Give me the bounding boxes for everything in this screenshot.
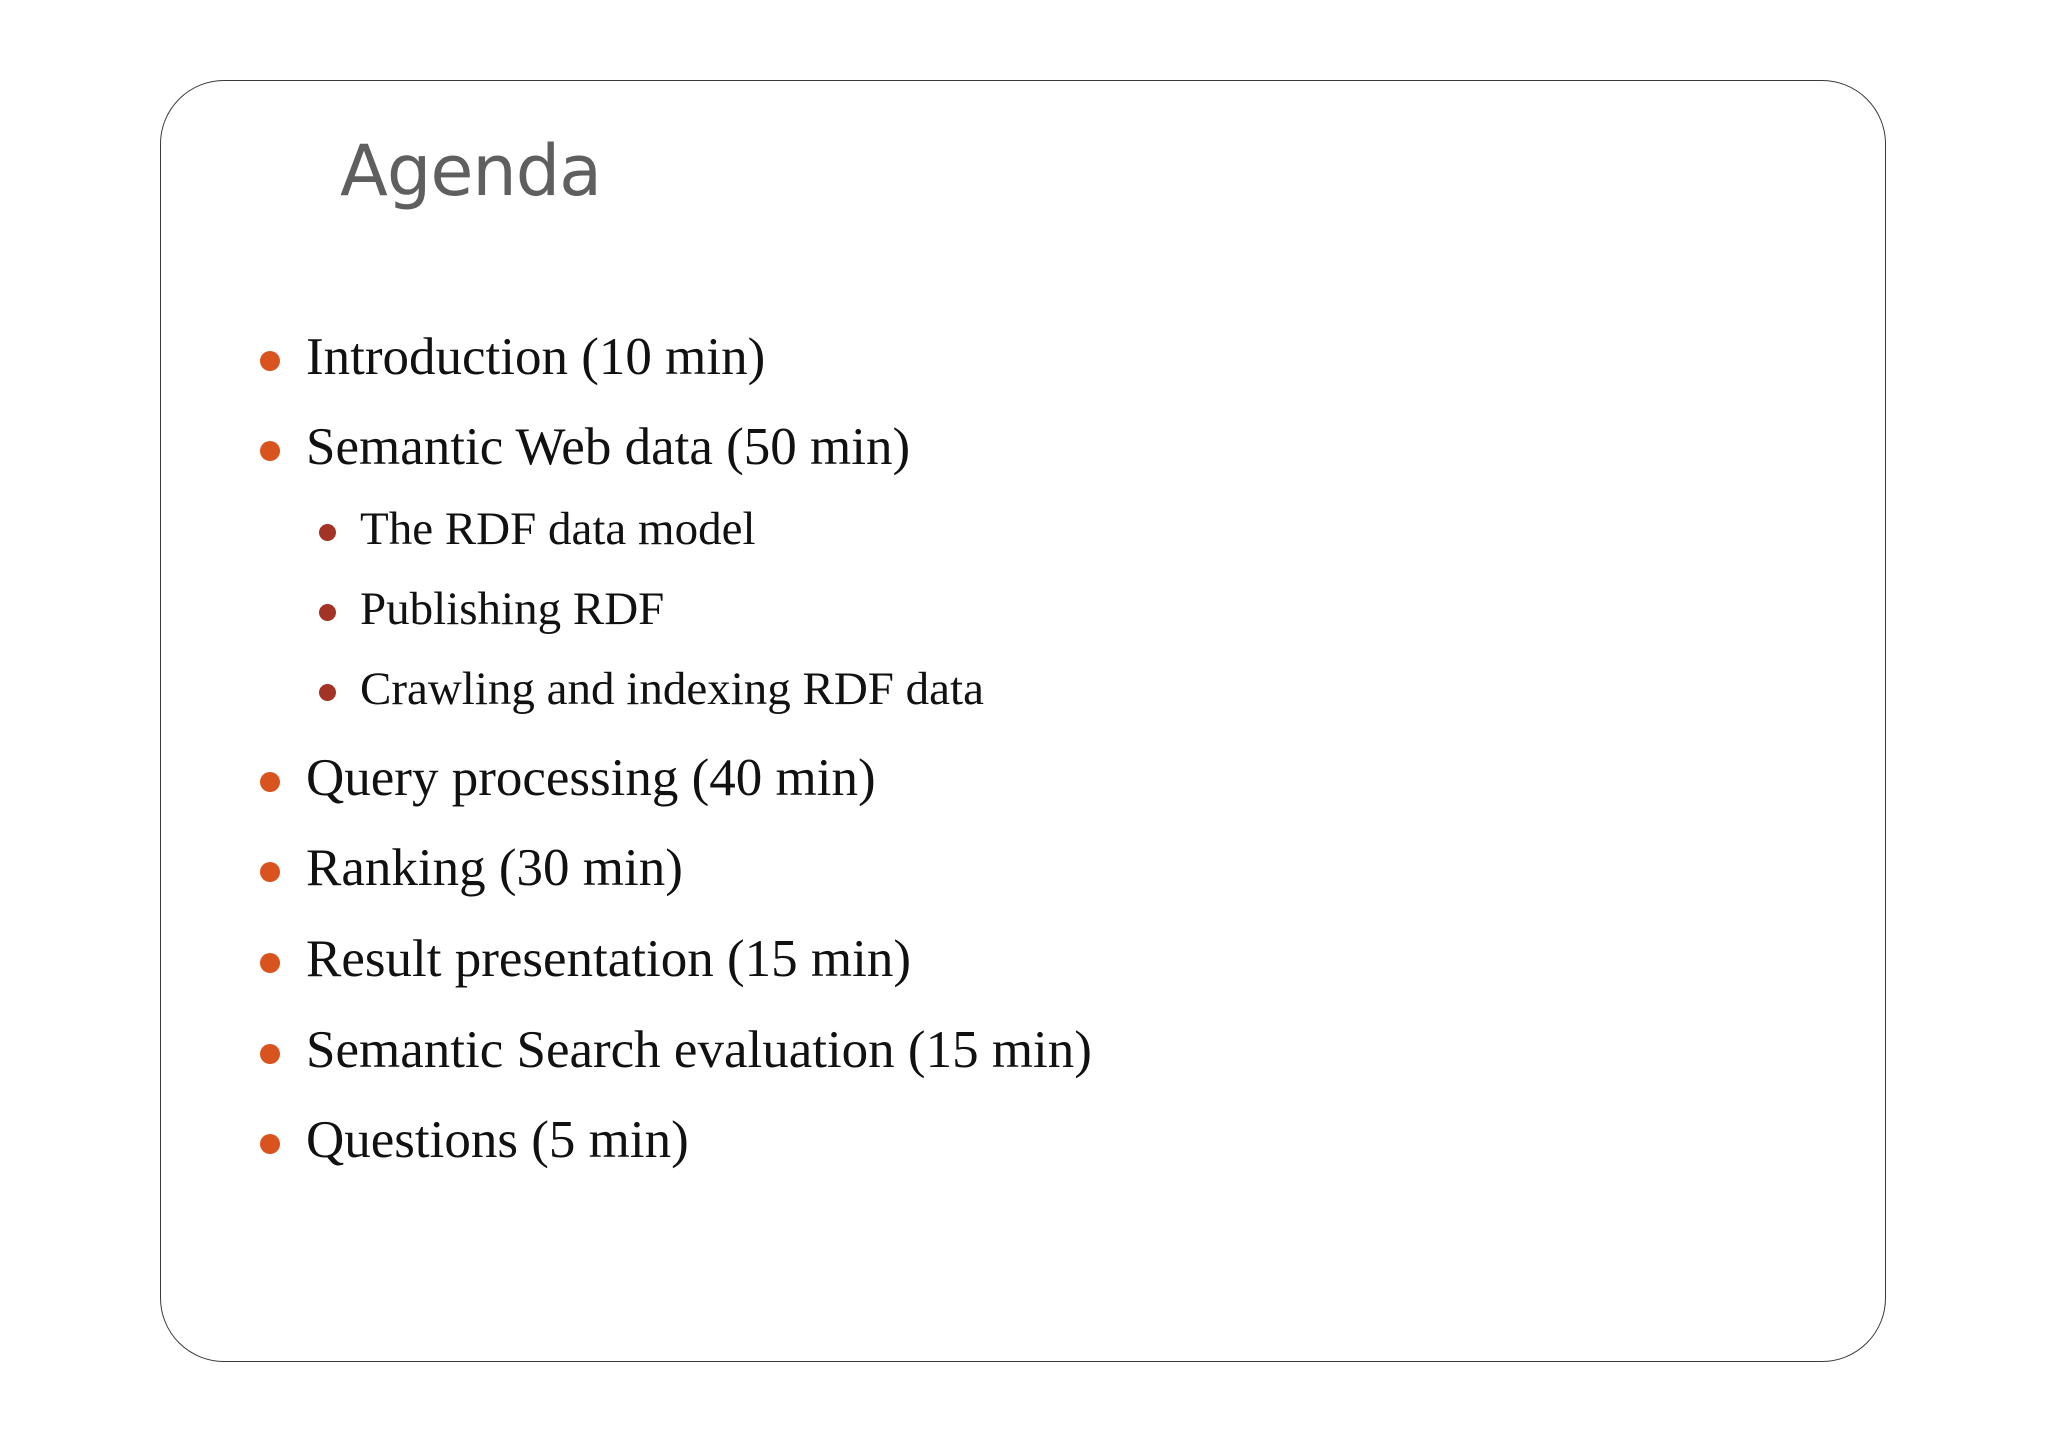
agenda-item-ranking bbox=[306, 839, 683, 897]
bullet-icon bbox=[260, 441, 280, 461]
bullet-icon bbox=[260, 1134, 280, 1154]
sub-bullet-icon bbox=[319, 684, 336, 701]
sub-bullet-icon bbox=[319, 604, 336, 621]
agenda-item-semantic-web-data bbox=[306, 418, 911, 476]
agenda-item-questions bbox=[306, 1111, 689, 1169]
slide-title: Agenda bbox=[340, 130, 602, 212]
agenda-subitem-publishing-rdf bbox=[360, 583, 665, 635]
agenda-item-result-presentation bbox=[306, 930, 911, 988]
agenda-item-label: Result presentation (15 min) bbox=[306, 930, 911, 988]
bullet-icon bbox=[260, 351, 280, 371]
agenda-item-label: Semantic Search evaluation (15 min) bbox=[306, 1021, 1092, 1079]
agenda-item-introduction bbox=[306, 328, 766, 386]
agenda-item-query-processing bbox=[306, 749, 876, 807]
agenda-item-label: Query processing (40 min) bbox=[306, 749, 876, 807]
agenda-subitem-label: Crawling and indexing RDF data bbox=[360, 663, 984, 715]
agenda-item-label: Semantic Web data (50 min) bbox=[306, 418, 911, 476]
agenda-item-semantic-search-evaluation bbox=[306, 1021, 1092, 1079]
bullet-icon bbox=[260, 772, 280, 792]
agenda-subitem-rdf-data-model bbox=[360, 503, 756, 555]
agenda-subitem-crawling-indexing bbox=[360, 663, 984, 715]
agenda-item-label: Ranking (30 min) bbox=[306, 839, 683, 897]
agenda-item-label: Questions (5 min) bbox=[306, 1111, 689, 1169]
agenda-item-label: Introduction (10 min) bbox=[306, 328, 766, 386]
agenda-subitem-label: Publishing RDF bbox=[360, 583, 665, 635]
bullet-icon bbox=[260, 953, 280, 973]
sub-bullet-icon bbox=[319, 524, 336, 541]
bullet-icon bbox=[260, 1044, 280, 1064]
agenda-subitem-label: The RDF data model bbox=[360, 503, 756, 555]
bullet-icon bbox=[260, 862, 280, 882]
